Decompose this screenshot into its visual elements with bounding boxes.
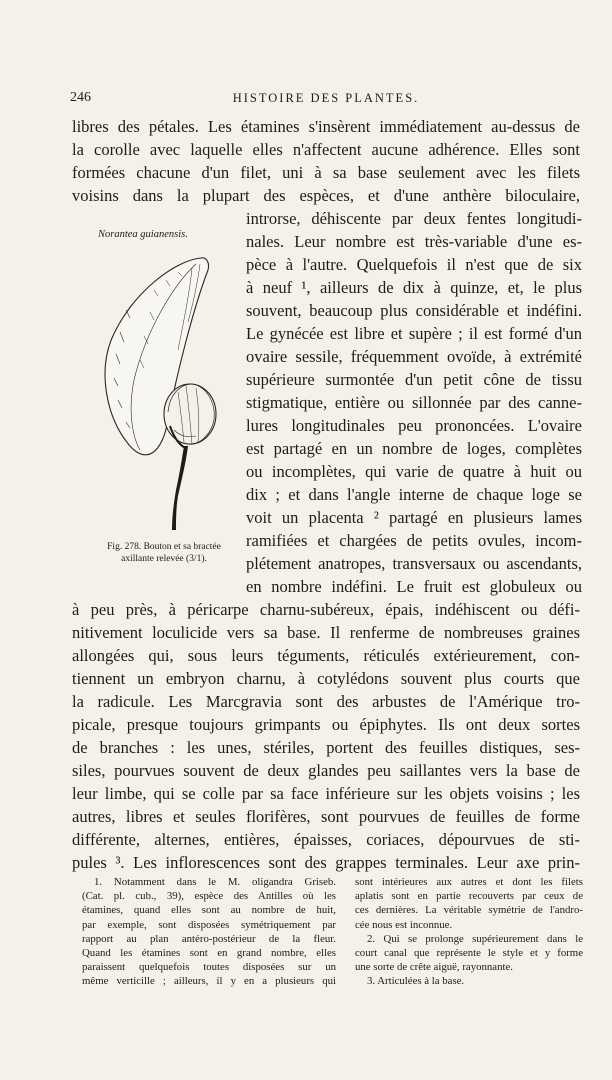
body-line: la corolle avec laquelle elles n'affectent aucune adhérence. Elles sont	[72, 140, 580, 159]
page-number: 246	[70, 90, 91, 105]
figure-label: Norantea guianensis.	[98, 229, 188, 240]
body-line: voisins dans la plupart des espèces, et d'une anthère biloculaire,	[72, 186, 580, 205]
body-line: nales. Leur nombre est très-variable d'une es-	[246, 232, 582, 251]
body-line: dix ; et dans l'angle interne de chaque loge se	[246, 485, 582, 504]
body-line: Le gynécée est libre et supère ; il est formé d'un	[246, 324, 582, 343]
body-line: nitivement loculicide vers sa base. Il renferme de nombreuses graines	[72, 623, 580, 642]
body-line: différente, alternes, entières, épaisses, coriaces, dépourvues de sti-	[72, 830, 580, 849]
body-line: ou incomplètes, qui varie de quatre à huit ou	[246, 462, 582, 481]
body-line: stigmatique, entière ou sillonnée par des canne-	[246, 393, 582, 412]
figure-caption-line: axillante relevée (3/1).	[121, 554, 207, 564]
body-line: allongées qui, sous leurs téguments, réticulés extérieurement, con-	[72, 646, 580, 665]
body-line: souvent, beaucoup plus considérable et indéfini.	[246, 301, 582, 320]
body-line: formées chacune d'un filet, uni à sa base seulement avec les filets	[72, 163, 580, 182]
body-line: en nombre indéfini. Le fruit est globuleux ou	[246, 577, 582, 596]
footnote-line: même verticille ; ailleurs, il y en a plusieurs qui	[82, 975, 336, 988]
footnote-line: étamines, quand elles sont au nombre de huit,	[82, 904, 336, 917]
footnote-line: 3. Articulées à la base.	[367, 975, 465, 988]
body-line: ovaire sessile, fréquemment ovoïde, à extrémité	[246, 347, 582, 366]
footnote-line: 2. Qui se prolonge supérieurement dans le	[367, 932, 583, 945]
body-line: voit un placenta ² partagé en plusieurs lames	[246, 508, 582, 527]
footnote-line: ces dernières. La véritable symétrie de l'andro-	[355, 904, 583, 917]
body-line: tiennent un embryon charnu, à cotylédons souvent plus courts que	[72, 669, 580, 688]
footnotes-right-column	[355, 875, 583, 989]
body-line: leur limbe, qui se colle par sa face inférieure sur les objets voisins ; les	[72, 784, 580, 803]
body-line: ramifiées et chargées de petits ovules, incom-	[246, 531, 582, 550]
body-line: de branches : les unes, stériles, portent des feuilles distiques, ses-	[72, 738, 580, 757]
body-line: pules ³. Les inflorescences sont des grappes terminales. Leur axe prin-	[72, 853, 580, 872]
footnote-line: cée nous est inconnue.	[355, 918, 453, 931]
footnote-line: une sorte de crête aiguë, rayonnante.	[355, 961, 513, 974]
footnote-line: (Cat. pl. cub., 39), espèce des Antilles où les	[82, 890, 336, 903]
running-title: HISTOIRE DES PLANTES.	[232, 91, 420, 105]
body-line: supérieure surmontée d'un petit cône de tissu	[246, 370, 582, 389]
body-line: libres des pétales. Les étamines s'insèrent immédiatement au-dessus de	[72, 117, 580, 136]
body-line: plétement anatropes, transversaux ou ascendants,	[246, 554, 582, 573]
body-line: pèce à l'autre. Quelquefois il n'est que de six	[246, 255, 582, 274]
body-line: autres, libres et seules florifères, sont pourvues de feuilles de forme	[72, 807, 580, 826]
body-line: la radicule. Les Marcgravia sont des arbustes de l'Amérique tro-	[72, 692, 580, 711]
footnote-line: 1. Notamment dans le M. oligandra Griseb.	[94, 876, 336, 888]
footnote-line: rapport au plan antéro-postérieur de la fleur.	[82, 932, 336, 945]
botanical-illustration	[96, 250, 242, 532]
body-line: à neuf ¹, ailleurs de dix à quinze, et, le plus	[246, 278, 582, 297]
body-line: picale, presque toujours grimpants ou épiphytes. Ils ont deux sortes	[72, 715, 580, 734]
footnote-line: aplatis sont en partie recouverts par ceux de	[355, 890, 583, 903]
footnote-line: Quand les étamines sont en grand nombre, elles	[82, 946, 336, 959]
body-line: est partagé en un nombre de loges, complètes	[246, 439, 582, 458]
footnote-line: paraissent quelquefois toutes disposées sur un	[82, 961, 336, 974]
footnote-line: sont intérieures aux autres et dont les filets	[355, 876, 583, 888]
footnotes-left-column	[82, 875, 336, 989]
footnote-line: court canal que représente le style et y forme	[355, 946, 583, 959]
body-line: à peu près, à péricarpe charnu-subéreux, épais, indéhiscent ou défi-	[72, 600, 580, 619]
page-header	[70, 90, 582, 112]
footnote-line: par exemple, sont disposées symétriquement par	[82, 918, 336, 931]
figure-caption	[88, 541, 240, 565]
body-line: lures longitudinales peu prononcées. L'ovaire	[246, 416, 582, 435]
body-line: siles, pourvues souvent de deux glandes peu saillantes vers la base de	[72, 761, 580, 780]
body-line: introrse, déhiscente par deux fentes longitudi-	[246, 209, 582, 228]
figure-caption-line: Fig. 278. Bouton et sa bractée	[107, 542, 221, 552]
